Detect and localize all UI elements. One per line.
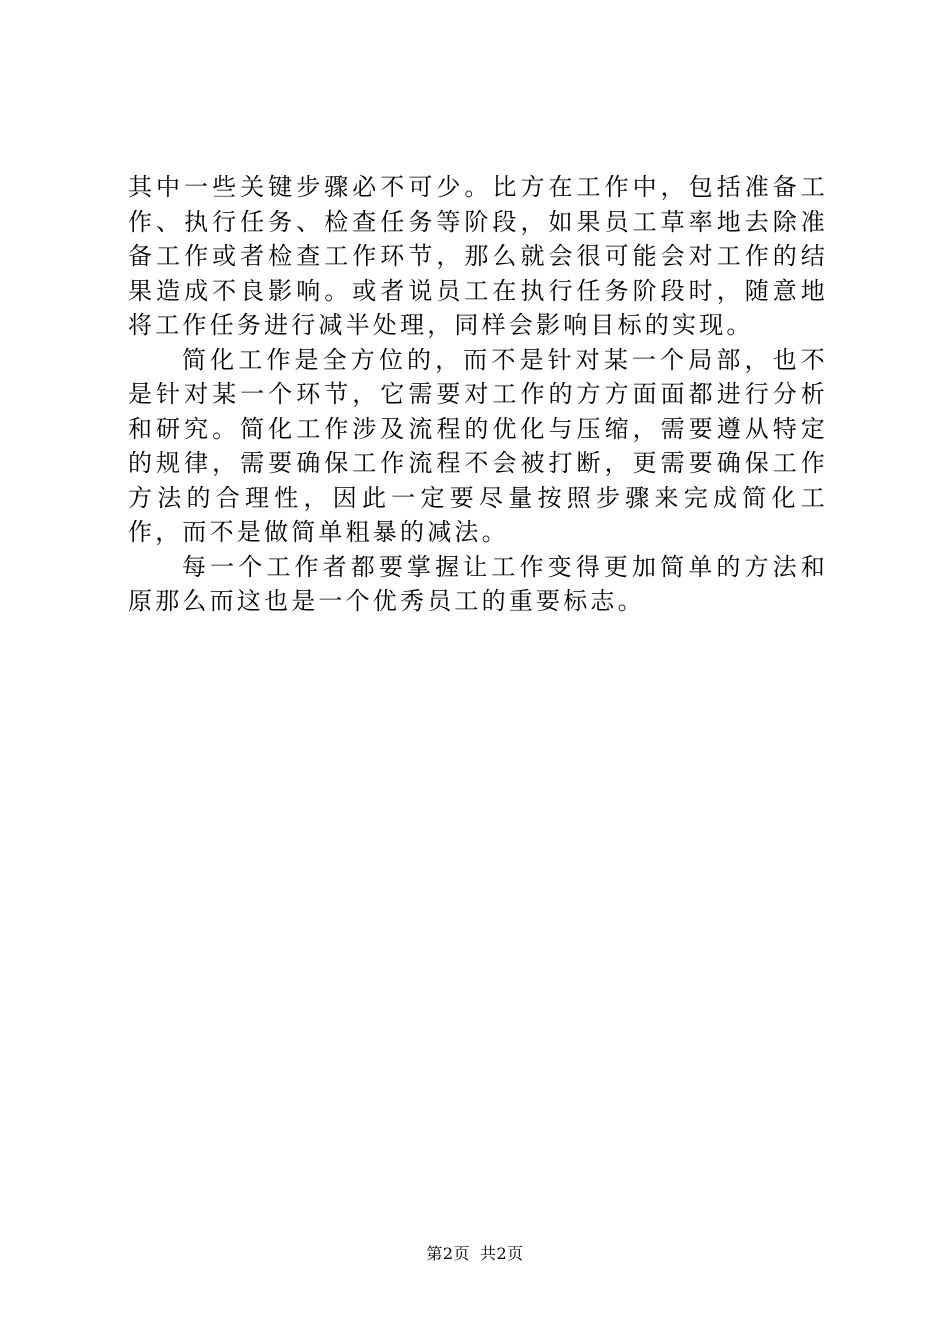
paragraph-conclusion: 每一个工作者都要掌握让工作变得更加简单的方法和原那么而这也是一个优秀员工的重要标志。 (128, 552, 828, 615)
document-body (128, 170, 828, 619)
page-total: 共2页 (480, 1244, 524, 1263)
page-number: 第2页 (426, 1244, 470, 1263)
paragraph-continued: 其中一些关键步骤必不可少。比方在工作中，包括准备工作、执行任务、检查任务等阶段，如果员工草率地去除准备工作或者检查工作环节，那么就会很可能会对工作的结果造成不良影响。或者说员工在执行任务阶段时，随意地将工作任务进行减半处理，同样会影响目标的实现。 (128, 173, 828, 339)
paragraph-simplify-work: 简化工作是全方位的，而不是针对某一个局部，也不是针对某一个环节，它需要对工作的方方面面都进行分析和研究。简化工作涉及流程的优化与压缩，需要遵从特定的规律，需要确保工作流程不会被打断，更需要确保工作方法的合理性，因此一定要尽量按照步骤来完成简化工作，而不是做简单粗暴的减法。 (128, 345, 828, 546)
page-footer (0, 1244, 950, 1264)
